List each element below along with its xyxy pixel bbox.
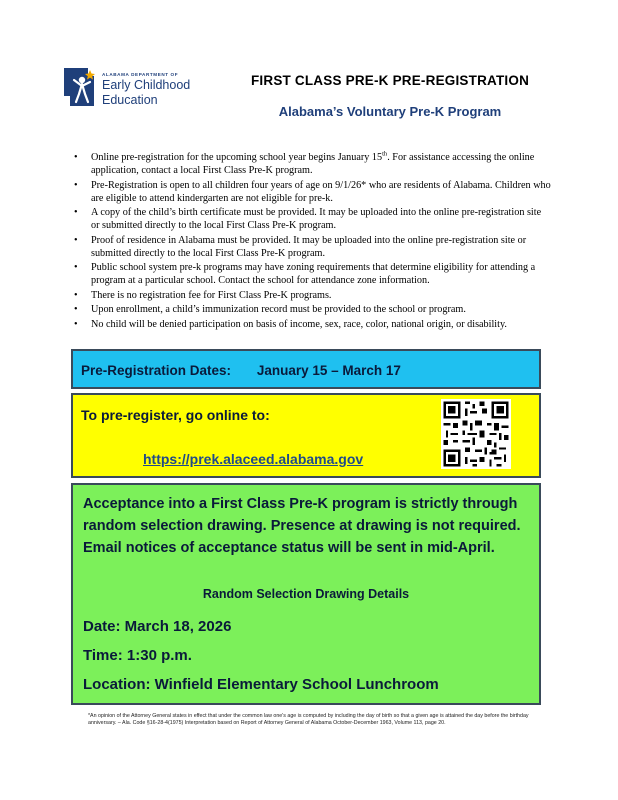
dates-label: Pre-Registration Dates: <box>81 363 232 378</box>
list-item: • No child will be denied participation on basis of income, sex, race, color, national origin, or disability. <box>74 318 552 331</box>
list-item: • Pre-Registration is open to all children four years of age on 9/1/26* who are residents of Alabama. Children who are eligible to attend kindergarten are not eligible for pre-k. <box>74 179 552 205</box>
online-registration-box <box>71 393 541 478</box>
online-instruction: To pre-register, go online to: <box>81 407 270 423</box>
list-item: • Proof of residence in Alabama must be provided. It may be uploaded into the online pre-registration site or submitted directly to the local First Class Pre-K program. <box>74 234 552 260</box>
bullet-1-sup: th <box>382 150 388 158</box>
page-subtitle: Alabama’s Voluntary Pre-K Program <box>278 104 502 119</box>
list-item: • Upon enrollment, a child’s immunization record must be provided to the school or program. <box>74 303 552 316</box>
bullet-1-tail: . For assistance accessing the online application, contact a local First Class Pre-K program. <box>91 152 535 176</box>
list-item: • There is no registration fee for First Class Pre-K programs. <box>74 289 552 302</box>
list-item: • A copy of the child’s birth certificate must be provided. It may be uploaded into the online pre-registration site or submitted directly to the local First Class Pre-K program. <box>74 206 552 232</box>
list-item: • Public school system pre-k programs may have zoning requirements that determine eligibility for attending a program at a particular school. Contact the school for attendance zone information. <box>74 261 552 287</box>
page-title: FIRST CLASS PRE-K PRE-REGISTRATION <box>250 73 530 88</box>
child-figure-logo-icon <box>62 66 98 110</box>
drawing-location: Location: Winfield Elementary School Lunchroom <box>83 676 439 693</box>
drawing-time: Time: 1:30 p.m. <box>83 647 192 664</box>
registration-link[interactable]: https://prek.alaceed.alabama.gov <box>143 451 364 467</box>
drawing-details-heading: Random Selection Drawing Details <box>202 587 410 601</box>
alabama-ece-logo <box>62 66 212 116</box>
acceptance-paragraph: Acceptance into a First Class Pre-K program is strictly through random selection drawing. Presence at drawing is not required. Email notices of acceptance status will be sent in mid-April. <box>83 496 521 556</box>
qr-code-icon[interactable] <box>441 399 511 469</box>
dates-value: January 15 – March 17 <box>256 363 401 378</box>
logo-department-text: ALABAMA DEPARTMENT OF <box>102 72 179 77</box>
registration-dates-box <box>71 349 541 389</box>
drawing-date: Date: March 18, 2026 <box>83 618 232 635</box>
logo-line-2: Education <box>102 93 158 107</box>
logo-line-1: Early Childhood <box>102 78 191 92</box>
attorney-general-footnote: *An opinion of the Attorney General states in effect that under the common law one's age is computed by including the day of birth so that a given age is attained the day before the birthday anniversary. – Ala. Code §16-28-4(1975) Interpretation based on Report of Attorney General of Alabama October-December 1963, Volume 113, page 20. <box>88 713 529 726</box>
random-selection-box <box>71 483 541 705</box>
bullet-1-text: Online pre-registration for the upcoming school year begins January 15 <box>91 152 383 163</box>
list-item <box>74 151 552 177</box>
requirements-list <box>74 151 552 332</box>
